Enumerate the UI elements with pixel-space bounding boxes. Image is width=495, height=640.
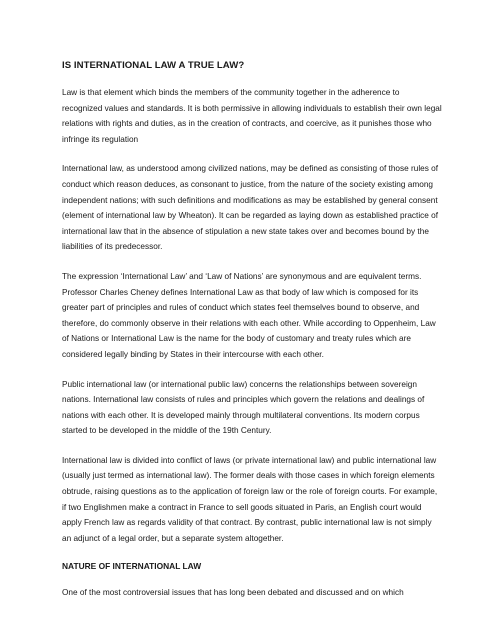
paragraph-international-law-definition: International law, as understood among civilized nations, may be defined as consisting of those rules of conduct which reason deduces, as consonant to justice, from the nature of the society existing among independent nations; with such definitions and modifications as may be established by general consent (element of international law by Wheaton). It can be regarded as laying down as established practice of international law that in the absence of stipulation a new state takes over and becomes bound by the liabilities of its predecessor. — [62, 164, 439, 252]
paragraph-law-of-nations: The expression ‘International Law’ and ‘Law of Nations’ are synonymous and are equivalent terms. Professor Charles Cheney defines International Law as that body of law which is composed for its greater part of principles and rules of conduct which states feel themselves bound to observe, and therefore, do commonly observe in their relations with each other. While according to Oppenheim, Law of Nations or International Law is the name for the body of customary and treaty rules which are considered legally binding by States in their intercourse with each other. — [62, 271, 436, 359]
section-heading: NATURE OF INTERNATIONAL LAW — [62, 561, 202, 572]
paragraph-public-international-law: Public international law (or international public law) concerns the relationships between sovereign nations. International law consists of rules and principles which govern the relations and dealings of nations with each other. It is developed mainly through multilateral conventions. Its modern corpus started to be developed in the middle of the 19th Century. — [62, 379, 425, 436]
paragraph-definition-of-law: Law is that element which binds the members of the community together in the adherence to recognized values and standards. It is both permissive in allowing individuals to establish their own legal relations with rights and duties, as in the creation of contracts, and coercive, as it punishes those who infringe its regulation — [62, 88, 442, 144]
document-body — [62, 60, 442, 615]
paragraph-conflict-of-laws: International law is divided into conflict of laws (or private international law) and public international law (usually just termed as international law). The former deals with those cases in which foreign elements obtrude, raising questions as to the application of foreign law or the role of foreign courts. For example, if two Englishmen make a contract in France to sell goods situated in Paris, an English court would apply French law as regards validity of that contract. By contrast, public international law is not simply an adjunct of a legal order, but a separate system altogether. — [62, 455, 438, 543]
document-title: IS INTERNATIONAL LAW A TRUE LAW? — [62, 60, 245, 71]
paragraph-nature-intro: One of the most controversial issues that has long been debated and discussed and on which — [62, 588, 404, 598]
